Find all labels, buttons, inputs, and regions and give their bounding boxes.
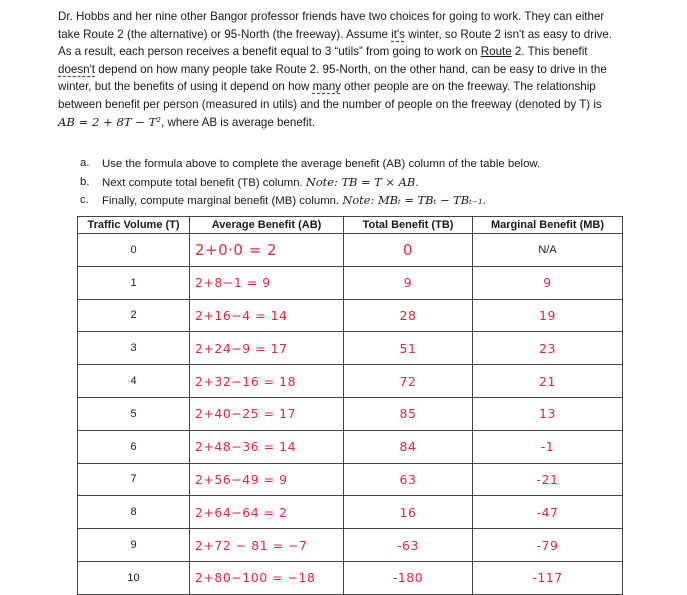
cell-marginal-benefit: 21 bbox=[539, 373, 556, 389]
table-row bbox=[78, 365, 623, 398]
cell-average-benefit: 2+0·0 = 2 bbox=[195, 240, 278, 259]
instruction-list bbox=[80, 155, 640, 211]
instruction-text: Finally, compute marginal benefit (MB) column. bbox=[102, 195, 343, 207]
paragraph-text: Dr. Hobbs and her nine other Bangor professor friends have two choices for going to work. They can either take Route 2 (the alternative) or 95-North (the freeway). Assume bbox=[58, 10, 605, 41]
instruction-note: Note: TB = T × AB. bbox=[305, 174, 419, 189]
cell-average-benefit: 2+40−25 = 17 bbox=[195, 406, 297, 422]
instruction-text: Use the formula above to complete the average benefit (AB) column of the table below. bbox=[102, 158, 541, 170]
list-marker: c. bbox=[80, 194, 89, 206]
header-average-benefit: Average Benefit (AB) bbox=[190, 217, 344, 234]
cell-average-benefit: 2+72 − 81 = −7 bbox=[195, 537, 308, 553]
cell-total-benefit: 51 bbox=[399, 340, 417, 356]
paragraph-text: 2. This benefit bbox=[511, 45, 588, 59]
cell-average-benefit: 2+16−4 = 14 bbox=[195, 307, 288, 323]
cell-traffic: 0 bbox=[78, 234, 190, 267]
cell-marginal-benefit: 13 bbox=[539, 406, 556, 422]
cell-marginal-benefit: -47 bbox=[536, 504, 559, 520]
cell-total-benefit: 72 bbox=[399, 373, 417, 389]
table-row bbox=[78, 529, 623, 562]
cell-traffic: 3 bbox=[78, 332, 190, 365]
spellcheck-word: it's bbox=[391, 27, 405, 41]
header-total-benefit: Total Benefit (TB) bbox=[344, 217, 473, 234]
cell-total-benefit: 63 bbox=[399, 471, 417, 487]
cell-traffic: 10 bbox=[78, 561, 190, 594]
table-row bbox=[78, 332, 623, 365]
cell-total-benefit: 85 bbox=[399, 406, 417, 422]
table-row bbox=[78, 234, 623, 267]
cell-traffic: 2 bbox=[78, 299, 190, 332]
paragraph-text: depend on how many people take Route 2. 95-North, on the other hand, can be easy to drive in the winter, but the benefits of using it depend on how bbox=[58, 62, 607, 94]
cell-average-benefit: 2+8−1 = 9 bbox=[195, 275, 271, 291]
spellcheck-word: many bbox=[312, 80, 341, 94]
table-row bbox=[78, 496, 623, 529]
cell-total-benefit: -63 bbox=[397, 537, 419, 553]
table-row bbox=[78, 561, 623, 594]
cell-marginal-benefit: 9 bbox=[543, 275, 552, 291]
benefit-formula: AB = 2 + 8T − T² bbox=[58, 114, 162, 129]
spellcheck-word: doesn't bbox=[58, 62, 96, 76]
header-traffic-volume: Traffic Volume (T) bbox=[78, 217, 190, 234]
cell-traffic: 4 bbox=[78, 365, 190, 398]
cell-traffic: 6 bbox=[78, 430, 190, 463]
table-row bbox=[78, 266, 623, 299]
list-marker: b. bbox=[80, 175, 90, 188]
cell-total-benefit: 28 bbox=[399, 307, 417, 323]
table-header-row bbox=[78, 217, 623, 234]
cell-average-benefit: 2+64−64 = 2 bbox=[195, 504, 288, 520]
cell-traffic: 5 bbox=[78, 397, 190, 430]
cell-marginal-benefit: -1 bbox=[540, 439, 555, 455]
instruction-text: Next compute total benefit (TB) column. bbox=[102, 176, 306, 189]
cell-total-benefit: 16 bbox=[399, 504, 417, 520]
cell-traffic: 1 bbox=[78, 266, 190, 299]
cell-average-benefit: 2+48−36 = 14 bbox=[195, 439, 297, 455]
cell-traffic: 8 bbox=[78, 496, 190, 529]
cell-marginal-benefit: -79 bbox=[536, 537, 559, 553]
table-row bbox=[78, 299, 623, 332]
benefit-table bbox=[77, 216, 623, 595]
cell-marginal-benefit: 23 bbox=[539, 340, 556, 356]
cell-total-benefit: 0 bbox=[402, 240, 414, 259]
cell-marginal-benefit: N/A bbox=[473, 234, 623, 267]
problem-paragraph bbox=[58, 8, 618, 131]
list-marker: a. bbox=[80, 157, 90, 169]
instruction-item bbox=[80, 192, 640, 211]
cell-total-benefit: 9 bbox=[403, 275, 413, 291]
paragraph-text: other people are on the freeway. The relationship between benefit per person (measured in utils) and the number of people on the freeway (denoted by T) is bbox=[58, 80, 602, 111]
cell-total-benefit: -180 bbox=[392, 570, 424, 586]
table-row bbox=[78, 397, 623, 430]
instruction-note: Note: MBₜ = TBₜ − TBₜ₋₁. bbox=[342, 193, 487, 207]
table-row bbox=[78, 430, 623, 463]
instruction-item bbox=[80, 155, 640, 174]
cell-average-benefit: 2+32−16 = 18 bbox=[195, 373, 297, 389]
paragraph-text: , where AB is average benefit. bbox=[161, 115, 316, 129]
cell-marginal-benefit: 19 bbox=[539, 307, 556, 323]
cell-average-benefit: 2+56−49 = 9 bbox=[195, 471, 288, 487]
instruction-item bbox=[80, 174, 640, 193]
cell-marginal-benefit: -117 bbox=[532, 570, 563, 586]
header-marginal-benefit: Marginal Benefit (MB) bbox=[473, 217, 623, 234]
cell-average-benefit: 2+80−100 = −18 bbox=[195, 570, 316, 586]
cell-marginal-benefit: -21 bbox=[536, 471, 559, 487]
underlined-word: Route bbox=[480, 45, 512, 59]
cell-total-benefit: 84 bbox=[399, 439, 417, 455]
cell-average-benefit: 2+24−9 = 17 bbox=[195, 340, 288, 356]
cell-traffic: 7 bbox=[78, 463, 190, 496]
table-row bbox=[78, 463, 623, 496]
paragraph-text: winter, so Route 2 isn't as easy to drive. As a result, each person receives a benefit equal to 3 “utils” from going to work on bbox=[58, 27, 613, 59]
cell-traffic: 9 bbox=[78, 529, 190, 562]
